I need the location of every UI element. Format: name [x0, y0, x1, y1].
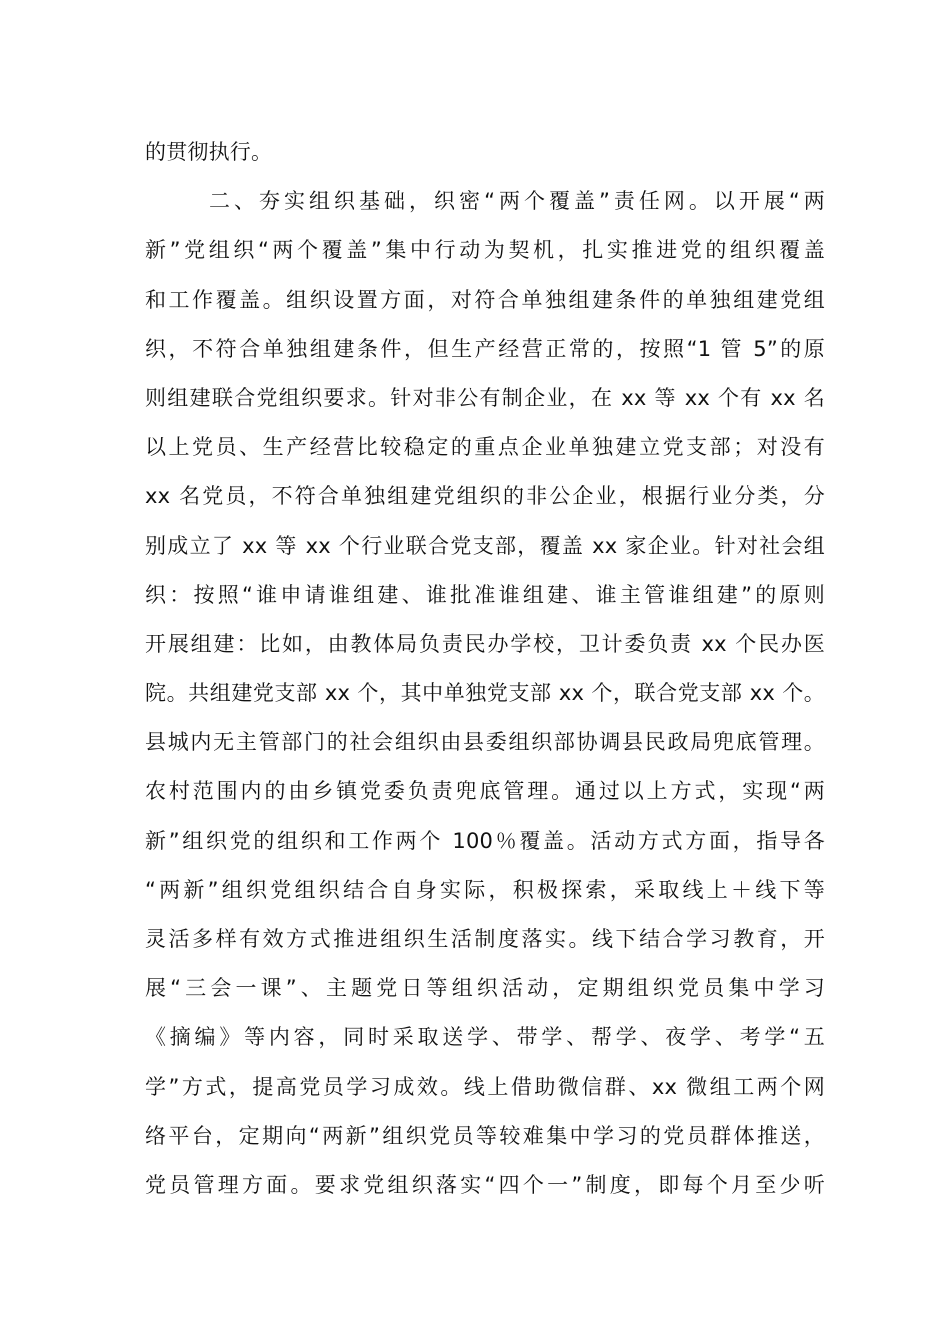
- text-line: 灵活多样有效方式推进组织生活制度落实。线下结合学习教育，开: [145, 927, 825, 951]
- text-line: 县城内无主管部门的社会组织由县委组织部协调县民政局兜底管理。: [145, 730, 825, 755]
- text-line: 院。共组建党支部 xx 个，其中单独党支部 xx 个，联合党支部 xx 个。: [145, 681, 825, 706]
- text-line: 新”党组织“两个覆盖”集中行动为契机，扎实推进党的组织覆盖: [145, 238, 825, 263]
- text-line: 的贯彻执行。: [145, 140, 273, 164]
- paragraph-heading-line: 二、夯实组织基础，织密“两个覆盖”责任网。以开展“两: [209, 189, 825, 214]
- text-line: 党员管理方面。要求党组织落实“四个一”制度，即每个月至少听: [145, 1172, 825, 1197]
- text-line: 农村范围内的由乡镇党委负责兜底管理。通过以上方式，实现“两: [145, 779, 825, 804]
- body-text: [145, 128, 825, 1210]
- text-line: 络平台，定期向“两新”组织党员等较难集中学习的党员群体推送，: [145, 1123, 825, 1148]
- text-line: xx 名党员，不符合单独组建党组织的非公企业，根据行业分类，分: [145, 484, 825, 509]
- text-line: 《摘编》等内容，同时采取送学、带学、帮学、夜学、考学“五: [145, 1025, 825, 1050]
- text-line: 则组建联合党组织要求。针对非公有制企业，在 xx 等 xx 个有 xx 名: [145, 385, 825, 410]
- text-line: 和工作覆盖。组织设置方面，对符合单独组建条件的单独组建党组: [145, 287, 825, 312]
- text-line: 学”方式，提高党员学习成效。线上借助微信群、xx 微组工两个网: [145, 1074, 825, 1099]
- text-line: 别成立了 xx 等 xx 个行业联合党支部，覆盖 xx 家企业。针对社会组: [145, 533, 825, 558]
- text-line: 织：按照“谁申请谁组建、谁批准谁组建、谁主管谁组建”的原则: [145, 582, 825, 607]
- text-line: “两新”组织党组织结合自身实际，积极探索，采取线上＋线下等: [145, 877, 825, 902]
- text-line: 新”组织党的组织和工作两个 100％覆盖。活动方式方面，指导各: [145, 828, 825, 853]
- text-line: 开展组建：比如，由教体局负责民办学校，卫计委负责 xx 个民办医: [145, 631, 825, 656]
- text-line: 展“三会一课”、主题党日等组织活动，定期组织党员集中学习: [145, 976, 825, 1001]
- text-line: 以上党员、生产经营比较稳定的重点企业单独建立党支部；对没有: [145, 435, 825, 460]
- text-line: 织，不符合单独组建条件，但生产经营正常的，按照“1 管 5”的原: [145, 336, 825, 361]
